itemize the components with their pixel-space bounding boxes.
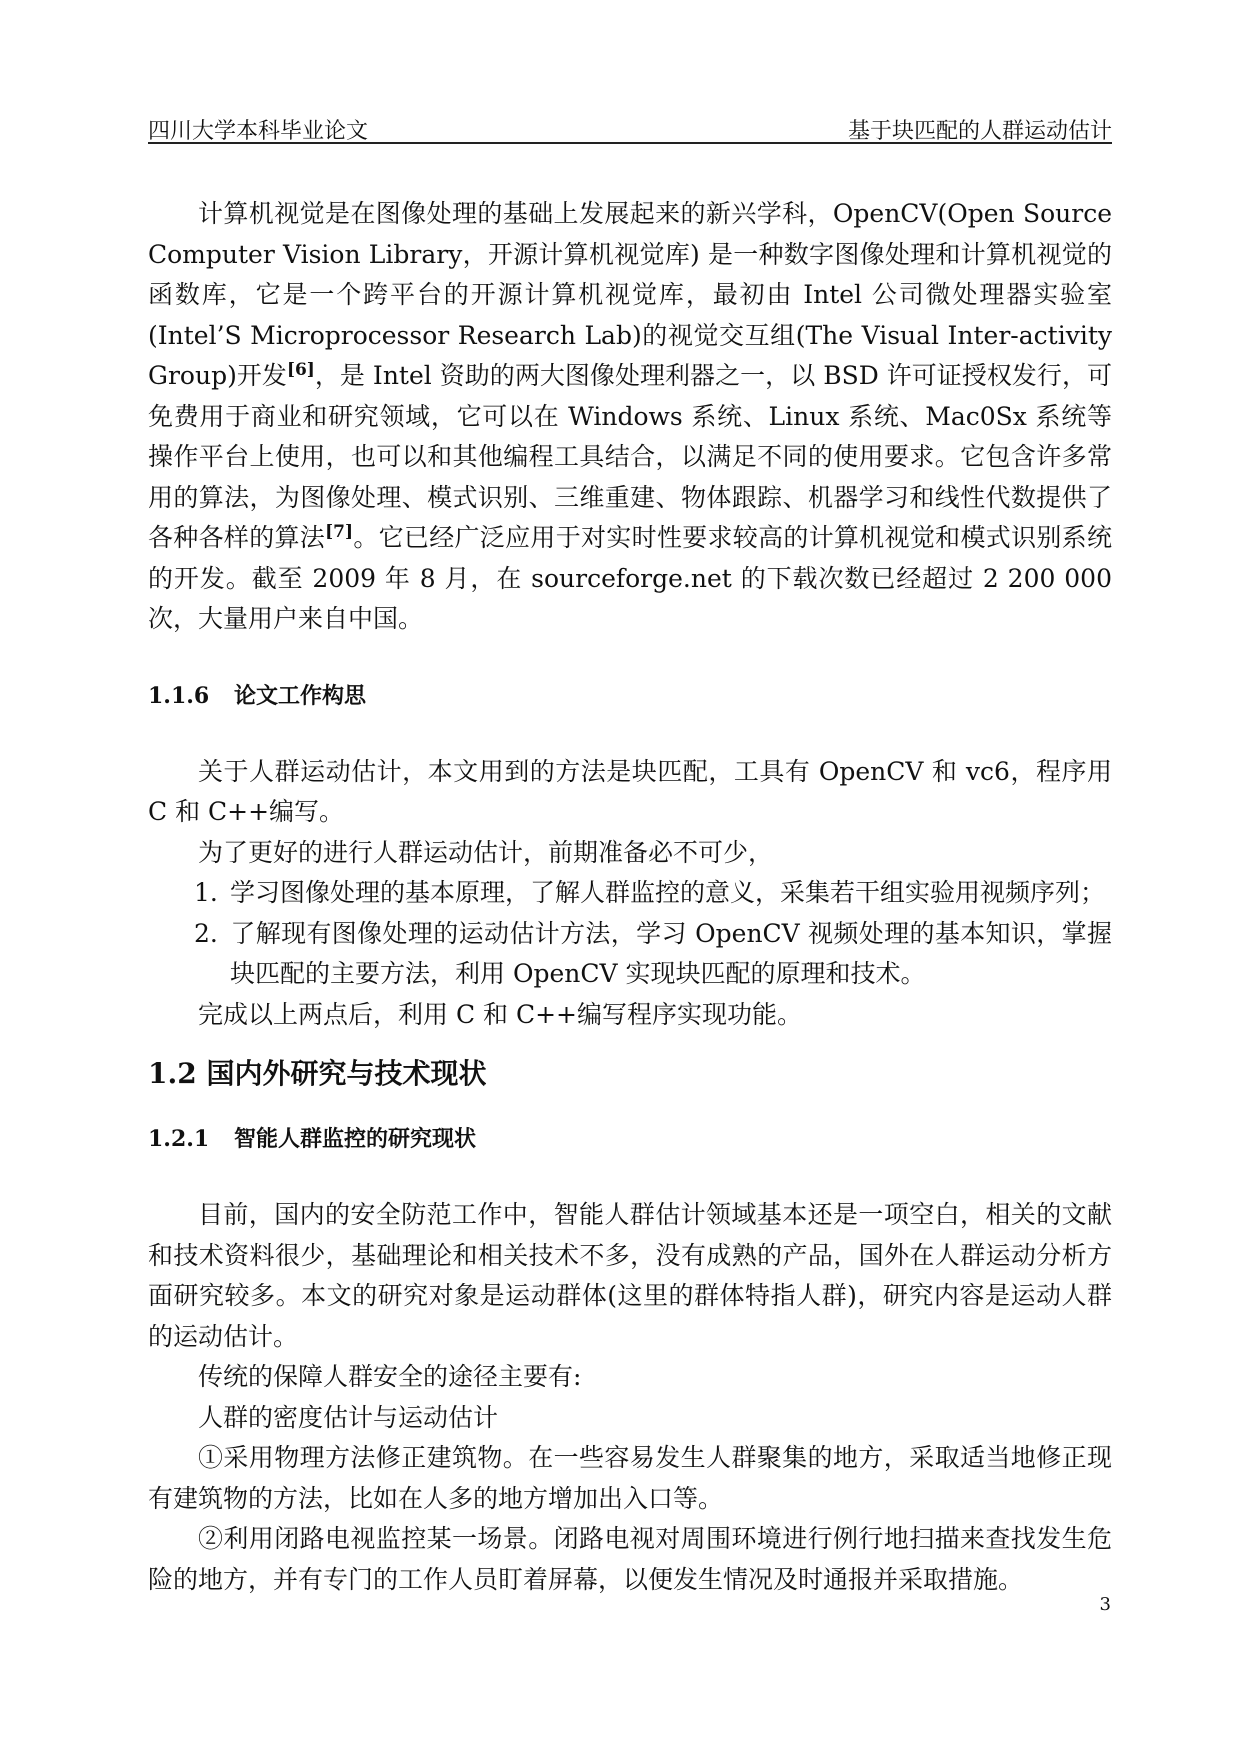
paragraph-text: 。它已经广泛应用于对实时性要求较高的计算机视觉和模式识别系统的开发。截至 2009 年 8 月，在 sourceforge.net 的下载次数已经超过 2 200 000 次，大量用户来自中国。	[148, 523, 1112, 633]
paragraph-density-estimation: 人群的密度估计与运动估计	[198, 1402, 499, 1432]
running-header	[148, 112, 1112, 144]
page-body	[148, 194, 1112, 1600]
list-text: 了解现有图像处理的运动估计方法，学习 OpenCV 视频处理的基本知识，掌握块匹配的主要方法，利用 OpenCV 实现块匹配的原理和技术。	[230, 918, 1112, 988]
paragraph-conclusion: 完成以上两点后，利用 C 和 C++编写程序实现功能。	[198, 999, 802, 1029]
paragraph-method-two: ②利用闭路电视监控某一场景。闭路电视对周围环境进行例行地扫描来查找发生危险的地方，并有专门的工作人员盯着屏幕，以便发生情况及时通报并采取措施。	[148, 1524, 1112, 1594]
list-item	[148, 873, 1112, 914]
preparation-list	[148, 873, 1112, 995]
page-number: 3	[1099, 1594, 1111, 1615]
header-thesis-title: 四川大学本科毕业论文	[148, 119, 369, 144]
section-heading-1-2-1	[148, 1119, 1112, 1159]
list-index: 1.	[194, 878, 218, 907]
section-heading-1-1-6	[148, 676, 1112, 716]
paragraph-opencv-intro	[148, 194, 1112, 640]
paragraph-traditional-methods: 传统的保障人群安全的途径主要有:	[198, 1362, 582, 1391]
header-chapter-title: 基于块匹配的人群运动估计	[847, 119, 1112, 144]
paragraph-research-status: 目前，国内的安全防范工作中，智能人群估计领域基本还是一项空白，相关的文献和技术资料很少，基础理论和相关技术不多，没有成熟的产品，国外在人群运动分析方面研究较多。本文的研究对象是运动群体(这里的群体特指人群)，研究内容是运动人群的运动估计。	[148, 1200, 1112, 1351]
list-text: 学习图像处理的基本原理，了解人群监控的意义，采集若干组实验用视频序列；	[230, 878, 1106, 907]
paragraph-method-one: ①采用物理方法修正建筑物。在一些容易发生人群聚集的地方，采取适当地修正现有建筑物的方法，比如在人多的地方增加出入口等。	[148, 1443, 1112, 1513]
section-number: 1.2.1	[148, 1126, 210, 1152]
citation-ref: [6]	[286, 360, 315, 380]
list-index: 2.	[194, 918, 218, 948]
section-title: 论文工作构思	[234, 682, 367, 709]
citation-ref: [7]	[325, 522, 354, 542]
paragraph-preparation: 为了更好的进行人群运动估计，前期准备必不可少，	[198, 837, 774, 867]
paragraph-text: ，是 Intel 资助的两大图像处理利器之一，以 BSD 许可证授权发行，可免费用于商业和研究领域，它可以在 Windows 系统、Linux 系统、Mac0Sx 系统等操作平台上使用，也可以和其他编程工具结合，以满足不同的使用要求。它包含许多常用的算法，为图像处理、模式识别、三维重建、物体跟踪、机器学习和线性代数提供了各种各样的算法	[148, 361, 1112, 552]
section-heading-1-2: 1.2 国内外研究与技术现状	[148, 1057, 487, 1090]
section-title: 智能人群监控的研究现状	[234, 1126, 477, 1152]
list-item	[148, 914, 1112, 995]
paragraph-method: 关于人群运动估计，本文用到的方法是块匹配，工具有 OpenCV 和 vc6，程序用 C 和 C++编写。	[148, 756, 1112, 826]
paragraph-text: 计算机视觉是在图像处理的基础上发展起来的新兴学科，OpenCV(Open Source Computer Vision Library，开源计算机视觉库) 是一种数字图像处理和计算机视觉的函数库，它是一个跨平台的开源计算机视觉库，最初由 Intel 公司微处理器实验室(Intel’S Microprocessor Research Lab)的视觉交互组(The Visual Inter-activity Group)开发	[148, 199, 1112, 390]
section-number: 1.1.6	[148, 682, 210, 709]
